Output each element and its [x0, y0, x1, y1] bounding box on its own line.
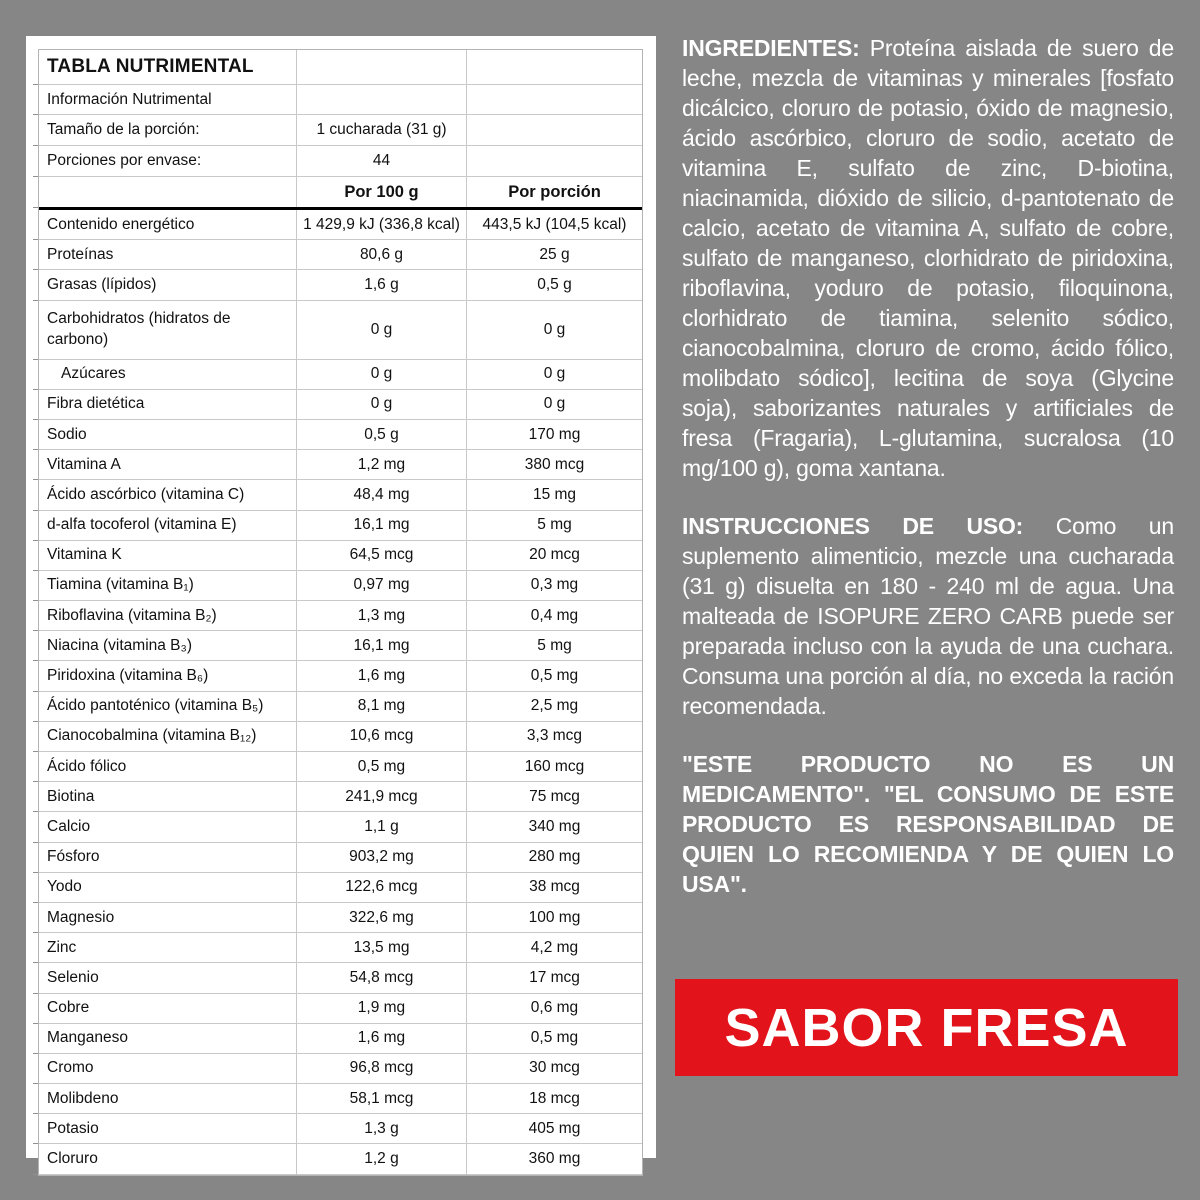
per-portion-value: 0 g	[543, 365, 566, 383]
per-portion-value: 280 mg	[528, 848, 581, 866]
ingredients-paragraph	[682, 33, 1174, 483]
per-portion-value: 0,3 mg	[530, 576, 579, 594]
per-portion-value: 0,5 mg	[530, 1029, 579, 1047]
per-100g-value: 0,5 mg	[297, 752, 467, 781]
table-row	[39, 903, 642, 933]
serving-size-label: Tamaño de la porción:	[39, 115, 297, 145]
instructions-paragraph	[682, 511, 1174, 721]
per-portion-value: 0,6 mg	[530, 999, 579, 1017]
per-100g-value: 54,8 mcg	[297, 963, 467, 992]
nutrient-label: Ácido pantoténico (vitamina B₅)	[39, 692, 297, 721]
table-row	[39, 782, 642, 812]
table-row	[39, 722, 642, 752]
per-100g-value: 1,6 mg	[297, 1024, 467, 1053]
table-row	[39, 1084, 642, 1114]
per-100g-value: 64,5 mcg	[297, 541, 467, 570]
table-row	[39, 210, 642, 240]
nutrient-label: Fibra dietética	[39, 390, 297, 419]
table-row	[39, 933, 642, 963]
table-row	[39, 661, 642, 691]
nutrient-label: Calcio	[39, 812, 297, 841]
nutrient-label: Cianocobalmina (vitamina B₁₂)	[39, 722, 297, 751]
ingredients-heading: INGREDIENTES:	[682, 35, 860, 61]
nutrient-label: Selenio	[39, 963, 297, 992]
table-row	[39, 752, 642, 782]
nutrient-label: Potasio	[39, 1114, 297, 1143]
per-portion-value: 405 mg	[528, 1119, 581, 1137]
empty-cell	[467, 50, 642, 84]
disclaimer-text: "ESTE PRODUCTO NO ES UN MEDICAMENTO". "EL CONSUMO DE ESTE PRODUCTO ES RESPONSABILIDAD DE QUIEN LO RECOMIENDA Y DE QUIEN LO USA".	[682, 751, 1174, 897]
table-row	[39, 360, 642, 390]
info-column	[682, 33, 1174, 927]
per-100g-value: 1,1 g	[297, 812, 467, 841]
per-portion-value: 170 mg	[528, 425, 581, 443]
per-portion-value: 18 mcg	[529, 1089, 580, 1107]
nutrient-label: Yodo	[39, 873, 297, 902]
per-100g-value: 16,1 mg	[297, 631, 467, 660]
per-portion-value: 0 g	[543, 395, 566, 413]
nutrient-label: Grasas (lípidos)	[39, 270, 297, 299]
nutrient-label: Zinc	[39, 933, 297, 962]
nutrient-label: Proteínas	[39, 240, 297, 269]
nutrient-label: Niacina (vitamina B₃)	[39, 631, 297, 660]
instructions-body: Como un suplemento alimenticio, mezcle una cucharada (31 g) disuelta en 180 - 240 ml de agua. Una malteada de ISOPURE ZERO CARB puede ser preparada incluso con la ayuda de una cuchara. Consuma una porción al día, no exceda la ración recomendada.	[682, 513, 1174, 719]
empty-cell	[467, 85, 642, 114]
per-100g-value: 1,6 mg	[297, 661, 467, 690]
table-row	[39, 963, 642, 993]
nutrient-label: Biotina	[39, 782, 297, 811]
table-row	[39, 270, 642, 300]
per-portion-value: 17 mcg	[529, 968, 580, 986]
table-row	[39, 601, 642, 631]
table-row	[39, 994, 642, 1024]
table-row	[39, 631, 642, 661]
table-subtitle-row	[39, 85, 642, 115]
per-portion-value: 0,5 g	[537, 275, 572, 293]
column-header-per-100g: Por 100 g	[297, 177, 467, 207]
flavor-banner	[675, 979, 1178, 1076]
table-subtitle: Información Nutrimental	[39, 85, 297, 114]
nutrient-label: Riboflavina (vitamina B₂)	[39, 601, 297, 630]
empty-cell	[467, 115, 642, 145]
table-row	[39, 571, 642, 601]
servings-per-pack-value: 44	[297, 146, 467, 176]
nutrient-label: Manganeso	[39, 1024, 297, 1053]
per-portion-value: 30 mcg	[529, 1059, 580, 1077]
empty-cell	[297, 85, 467, 114]
instructions-heading: INSTRUCCIONES DE USO:	[682, 513, 1024, 539]
per-100g-value: 0,5 g	[297, 420, 467, 449]
nutrient-label: Sodio	[39, 420, 297, 449]
flavor-banner-text: SABOR FRESA	[724, 997, 1129, 1058]
table-row	[39, 511, 642, 541]
table-row	[39, 1054, 642, 1084]
per-portion-value: 100 mg	[528, 908, 581, 926]
nutrient-label: Vitamina A	[39, 450, 297, 479]
per-portion-value: 160 mcg	[524, 757, 585, 775]
nutrient-label: Magnesio	[39, 903, 297, 932]
per-100g-value: 1,6 g	[297, 270, 467, 299]
nutrient-label: Contenido energético	[39, 210, 297, 239]
table-title-row	[39, 50, 642, 85]
table-row	[39, 812, 642, 842]
per-100g-value: 0 g	[297, 390, 467, 419]
per-portion-value: 0,4 mg	[530, 606, 579, 624]
servings-per-pack-label: Porciones por envase:	[39, 146, 297, 176]
per-portion-value: 25 g	[539, 245, 570, 263]
per-portion-value: 443,5 kJ (104,5 kcal)	[482, 215, 627, 233]
per-100g-value: 0 g	[297, 301, 467, 359]
per-100g-value: 122,6 mcg	[297, 873, 467, 902]
serving-size-value: 1 cucharada (31 g)	[297, 115, 467, 145]
nutrient-label: Carbohidratos (hidratos de carbono)	[39, 301, 297, 359]
per-portion-value: 20 mcg	[529, 546, 580, 564]
nutrient-label: Tiamina (vitamina B₁)	[39, 571, 297, 600]
empty-cell	[297, 50, 467, 84]
table-body	[39, 210, 642, 1175]
per-portion-value: 4,2 mg	[530, 938, 579, 956]
per-portion-value: 5 mg	[537, 516, 572, 534]
table-row	[39, 1144, 642, 1174]
per-100g-value: 1,3 mg	[297, 601, 467, 630]
table-row	[39, 843, 642, 873]
per-100g-value: 16,1 mg	[297, 511, 467, 540]
per-100g-value: 8,1 mg	[297, 692, 467, 721]
nutrient-label: Cobre	[39, 994, 297, 1023]
nutrient-label: Molibdeno	[39, 1084, 297, 1113]
nutrient-label: Azúcares	[39, 360, 297, 389]
per-100g-value: 13,5 mg	[297, 933, 467, 962]
empty-cell	[467, 146, 642, 176]
nutrient-label: Vitamina K	[39, 541, 297, 570]
per-100g-value: 1,2 g	[297, 1144, 467, 1173]
per-100g-value: 58,1 mcg	[297, 1084, 467, 1113]
per-100g-value: 1,9 mg	[297, 994, 467, 1023]
per-100g-value: 322,6 mg	[297, 903, 467, 932]
table-title: TABLA NUTRIMENTAL	[39, 50, 297, 84]
table-row	[39, 240, 642, 270]
per-100g-value: 903,2 mg	[297, 843, 467, 872]
empty-cell	[39, 177, 297, 207]
per-portion-value: 2,5 mg	[530, 697, 579, 715]
nutrient-label: Ácido ascórbico (vitamina C)	[39, 480, 297, 509]
per-100g-value: 10,6 mcg	[297, 722, 467, 751]
nutrient-label: Piridoxina (vitamina B₆)	[39, 661, 297, 690]
per-portion-value: 5 mg	[537, 636, 572, 654]
nutrient-label: Ácido fólico	[39, 752, 297, 781]
column-header-row	[39, 177, 642, 210]
table-row	[39, 873, 642, 903]
table-row	[39, 390, 642, 420]
ingredients-body: Proteína aislada de suero de leche, mezcla de vitaminas y minerales [fosfato dicálcico, cloruro de potasio, óxido de magnesio, ácido ascórbico, cloruro de sodio, acetato de vitamina E, sulfato de zinc, D-biotina, niacinamida, dióxido de silicio, d-pantotenato de calcio, acetato de vitamina A, sulfato de cobre, sulfato de manganeso, clorhidrato de piridoxina, riboflavina, yoduro de potasio, filoquinona, clorhidrato de tiamina, selenito sódico, cianocobalmina, cloruro de cromo, ácido fólico, molibdato sódico], lecitina de soya (Glycine soja), saborizantes naturales y artificiales de fresa (Fragaria), L-glutamina, sucralosa (10 mg/100 g), goma xantana.	[682, 35, 1174, 481]
table-row	[39, 1024, 642, 1054]
per-portion-value: 0 g	[543, 320, 566, 338]
per-portion-value: 38 mcg	[529, 878, 580, 896]
table-row	[39, 450, 642, 480]
per-100g-value: 1,2 mg	[297, 450, 467, 479]
per-100g-value: 48,4 mg	[297, 480, 467, 509]
table-row	[39, 692, 642, 722]
nutrition-panel	[26, 36, 656, 1168]
per-portion-value: 360 mg	[528, 1150, 581, 1168]
nutrient-label: Fósforo	[39, 843, 297, 872]
table-row	[39, 1114, 642, 1144]
per-portion-value: 0,5 mg	[530, 667, 579, 685]
nutrient-label: d-alfa tocoferol (vitamina E)	[39, 511, 297, 540]
per-100g-value: 80,6 g	[297, 240, 467, 269]
table-row	[39, 420, 642, 450]
per-portion-value: 340 mg	[528, 817, 581, 835]
nutrient-label: Cloruro	[39, 1144, 297, 1173]
per-portion-value: 380 mcg	[524, 455, 585, 473]
serving-size-row	[39, 115, 642, 146]
per-100g-value: 0,97 mg	[297, 571, 467, 600]
per-portion-value: 15 mg	[532, 485, 577, 503]
per-100g-value: 0 g	[297, 360, 467, 389]
table-row	[39, 301, 642, 360]
per-100g-value: 241,9 mcg	[297, 782, 467, 811]
column-header-per-portion: Por porción	[508, 182, 601, 201]
nutrition-table	[38, 49, 643, 1176]
per-100g-value: 1 429,9 kJ (336,8 kcal)	[297, 210, 467, 239]
servings-per-pack-row	[39, 146, 642, 177]
table-row	[39, 480, 642, 510]
per-portion-value: 75 mcg	[529, 787, 580, 805]
per-100g-value: 1,3 g	[297, 1114, 467, 1143]
per-portion-value: 3,3 mcg	[526, 727, 583, 745]
nutrient-label: Cromo	[39, 1054, 297, 1083]
table-row	[39, 541, 642, 571]
per-100g-value: 96,8 mcg	[297, 1054, 467, 1083]
